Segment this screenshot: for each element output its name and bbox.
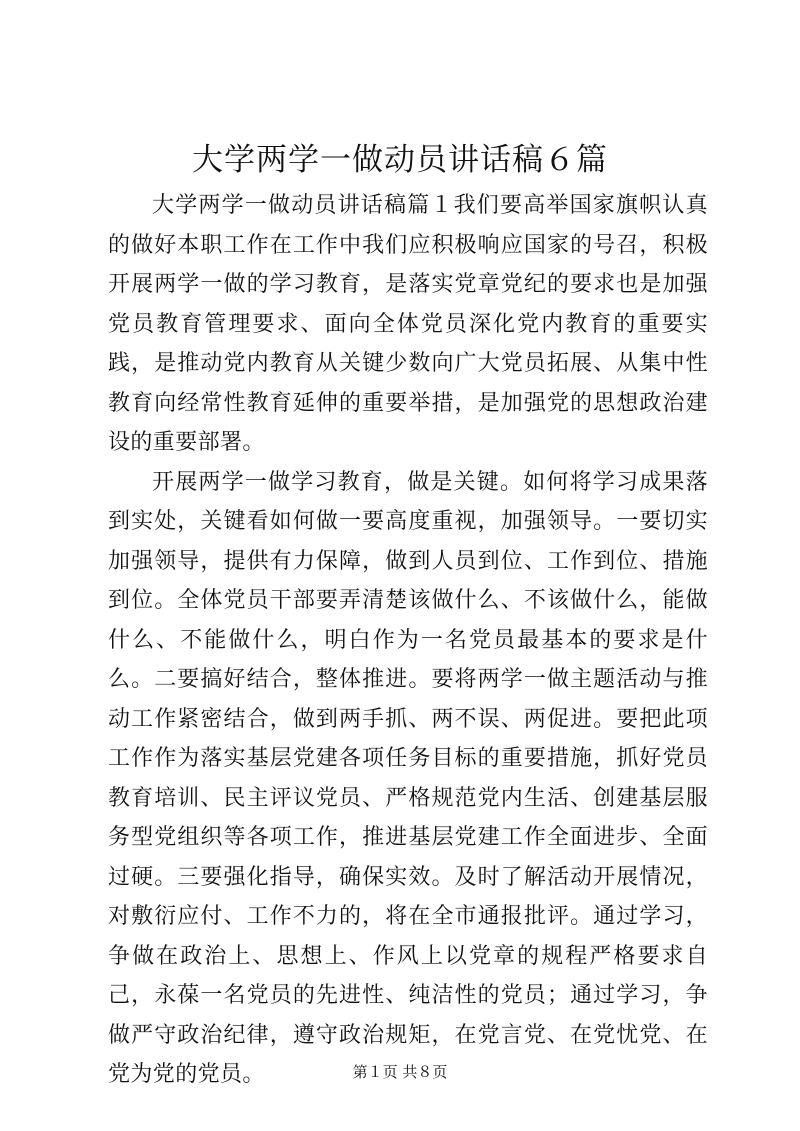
document-body [108, 186, 708, 1095]
paragraph-1: 大学两学一做动员讲话稿篇１我们要高举国家旗帜认真的做好本职工作在工作中我们应积极响应国家的号召，积极开展两学一做的学习教育，是落实党章党纪的要求也是加强党员教育管理要求、面向全体党员深化党内教育的重要实践，是推动党内教育从关键少数向广大党员拓展、从集中性教育向经常性教育延伸的重要举措，是加强党的思想政治建设的重要部署。 [108, 193, 708, 455]
page-footer: 第１页 共８页 [352, 1063, 448, 1081]
paragraph-2: 开展两学一做学习教育，做是关键。如何将学习成果落到实处，关键看如何做一要高度重视，加强领导。一要切实加强领导，提供有力保障，做到人员到位、工作到位、措施到位。全体党员干部要弄清楚该做什么、不该做什么，能做什么、不能做什么，明白作为一名党员最基本的要求是什么。二要搞好结合，整体推进。要将两学一做主题活动与推动工作紧密结合，做到两手抓、两不误、两促进。要把此项工作作为落实基层党建各项任务目标的重要措施，抓好党员教育培训、民主评议党员、严格规范党内生活、创建基层服务型党组织等各项工作，推进基层党建工作全面进步、全面过硬。三要强化指导，确保实效。及时了解活动开展情况，对敷衍应付、工作不力的，将在全市通报批评。通过学习，争做在政治上、思想上、作风上以党章的规程严格要求自己，永葆一名党员的先进性、纯洁性的党员；通过学习，争做严守政治纪律，遵守政治规矩，在党言党、在党忧党、在党为党的党员。 [108, 469, 708, 1087]
document-title: 大学两学一做动员讲话稿６篇 [192, 142, 608, 178]
